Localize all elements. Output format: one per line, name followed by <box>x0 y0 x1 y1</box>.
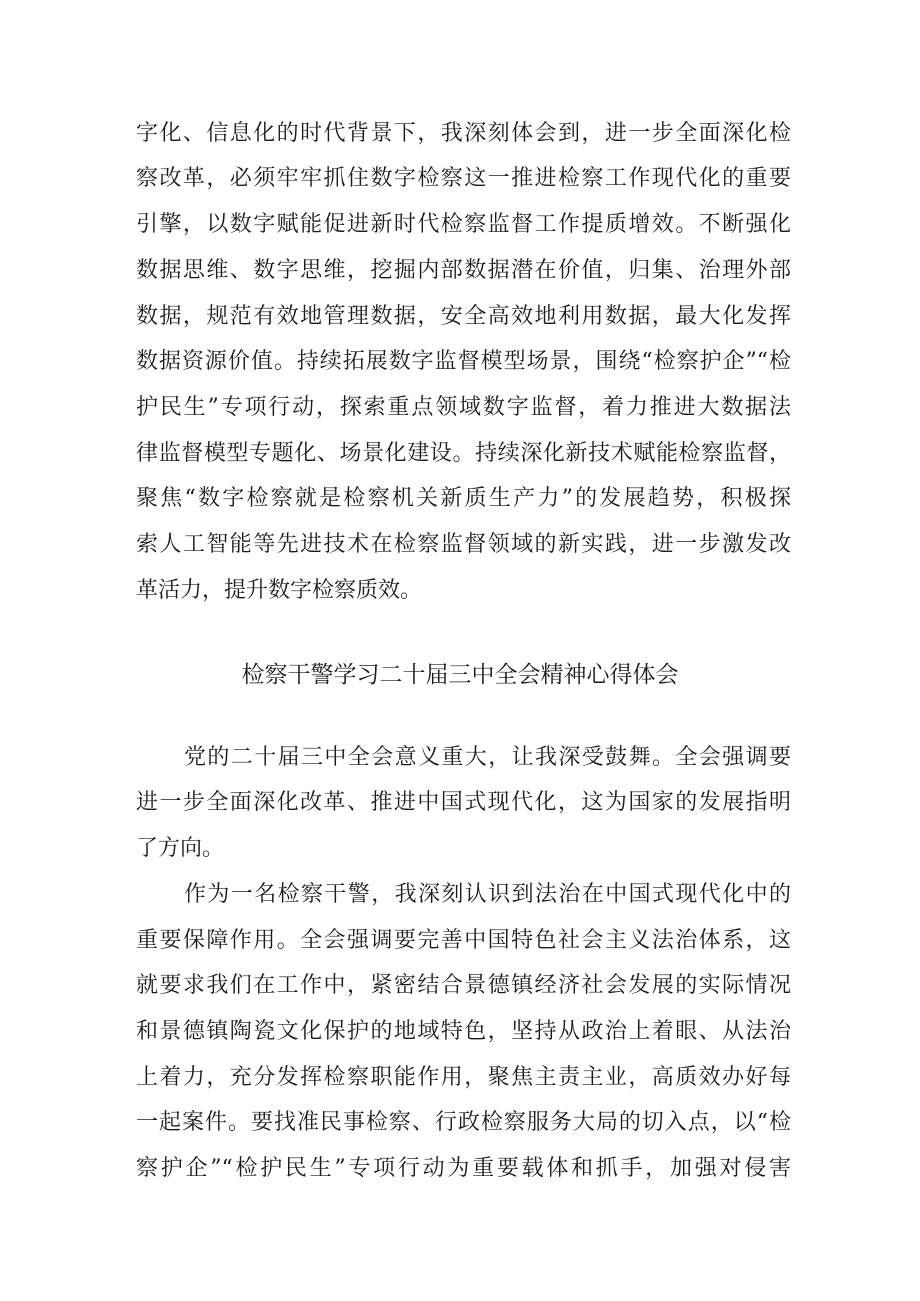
text-line: 字化、信息化的时代背景下，我深刻体会到，进一步全面深化检 <box>136 121 791 146</box>
text-line: 察护企”“检护民生”专项行动为重要载体和抓手，加强对侵害 <box>136 1156 791 1181</box>
text-line: 律监督模型专题化、场景化建设。持续深化新技术赋能检察监督， <box>136 441 791 466</box>
text-line: 数据思维、数字思维，挖掘内部数据潜在价值，归集、治理外部 <box>136 258 791 283</box>
text-line: 引擎，以数字赋能促进新时代检察监督工作提质增效。不断强化 <box>136 212 791 237</box>
text-line: 就要求我们在工作中，紧密结合景德镇经济社会发展的实际情况 <box>136 973 791 998</box>
text-line: 察改革，必须牢牢抓住数字检察这一推进检察工作现代化的重要 <box>136 166 791 191</box>
text-line: 进一步全面深化改革、推进中国式现代化，这为国家的发展指明 <box>136 790 791 815</box>
text-line: 和景德镇陶瓷文化保护的地域特色，坚持从政治上着眼、从法治 <box>136 1019 791 1044</box>
article-title: 检察干警学习二十届三中全会精神心得体会 <box>241 662 679 688</box>
text-line: 数据，规范有效地管理数据，安全高效地利用数据，最大化发挥 <box>136 304 791 329</box>
text-line: 上着力，充分发挥检察职能作用，聚焦主责主业，高质效办好每 <box>136 1065 791 1090</box>
text-line: 革活力，提升数字检察质效。 <box>136 578 423 603</box>
text-line: 党的二十届三中全会意义重大，让我深受鼓舞。全会强调要 <box>184 745 791 770</box>
text-line: 重要保障作用。全会强调要完善中国特色社会主义法治体系，这 <box>136 928 791 953</box>
text-line: 了方向。 <box>136 836 225 861</box>
text-line: 作为一名检察干警，我深刻认识到法治在中国式现代化中的 <box>184 882 791 907</box>
text-line: 护民生”专项行动，探索重点领域数字监督，着力推进大数据法 <box>136 395 791 420</box>
text-line: 聚焦“数字检察就是检察机关新质生产力”的发展趋势，积极探 <box>136 486 791 511</box>
text-line: 一起案件。要找准民事检察、行政检察服务大局的切入点，以“检 <box>136 1110 791 1135</box>
text-line: 数据资源价值。持续拓展数字监督模型场景，围绕“检察护企”“检 <box>136 349 791 374</box>
text-line: 索人工智能等先进技术在检察监督领域的新实践，进一步激发改 <box>136 532 791 557</box>
